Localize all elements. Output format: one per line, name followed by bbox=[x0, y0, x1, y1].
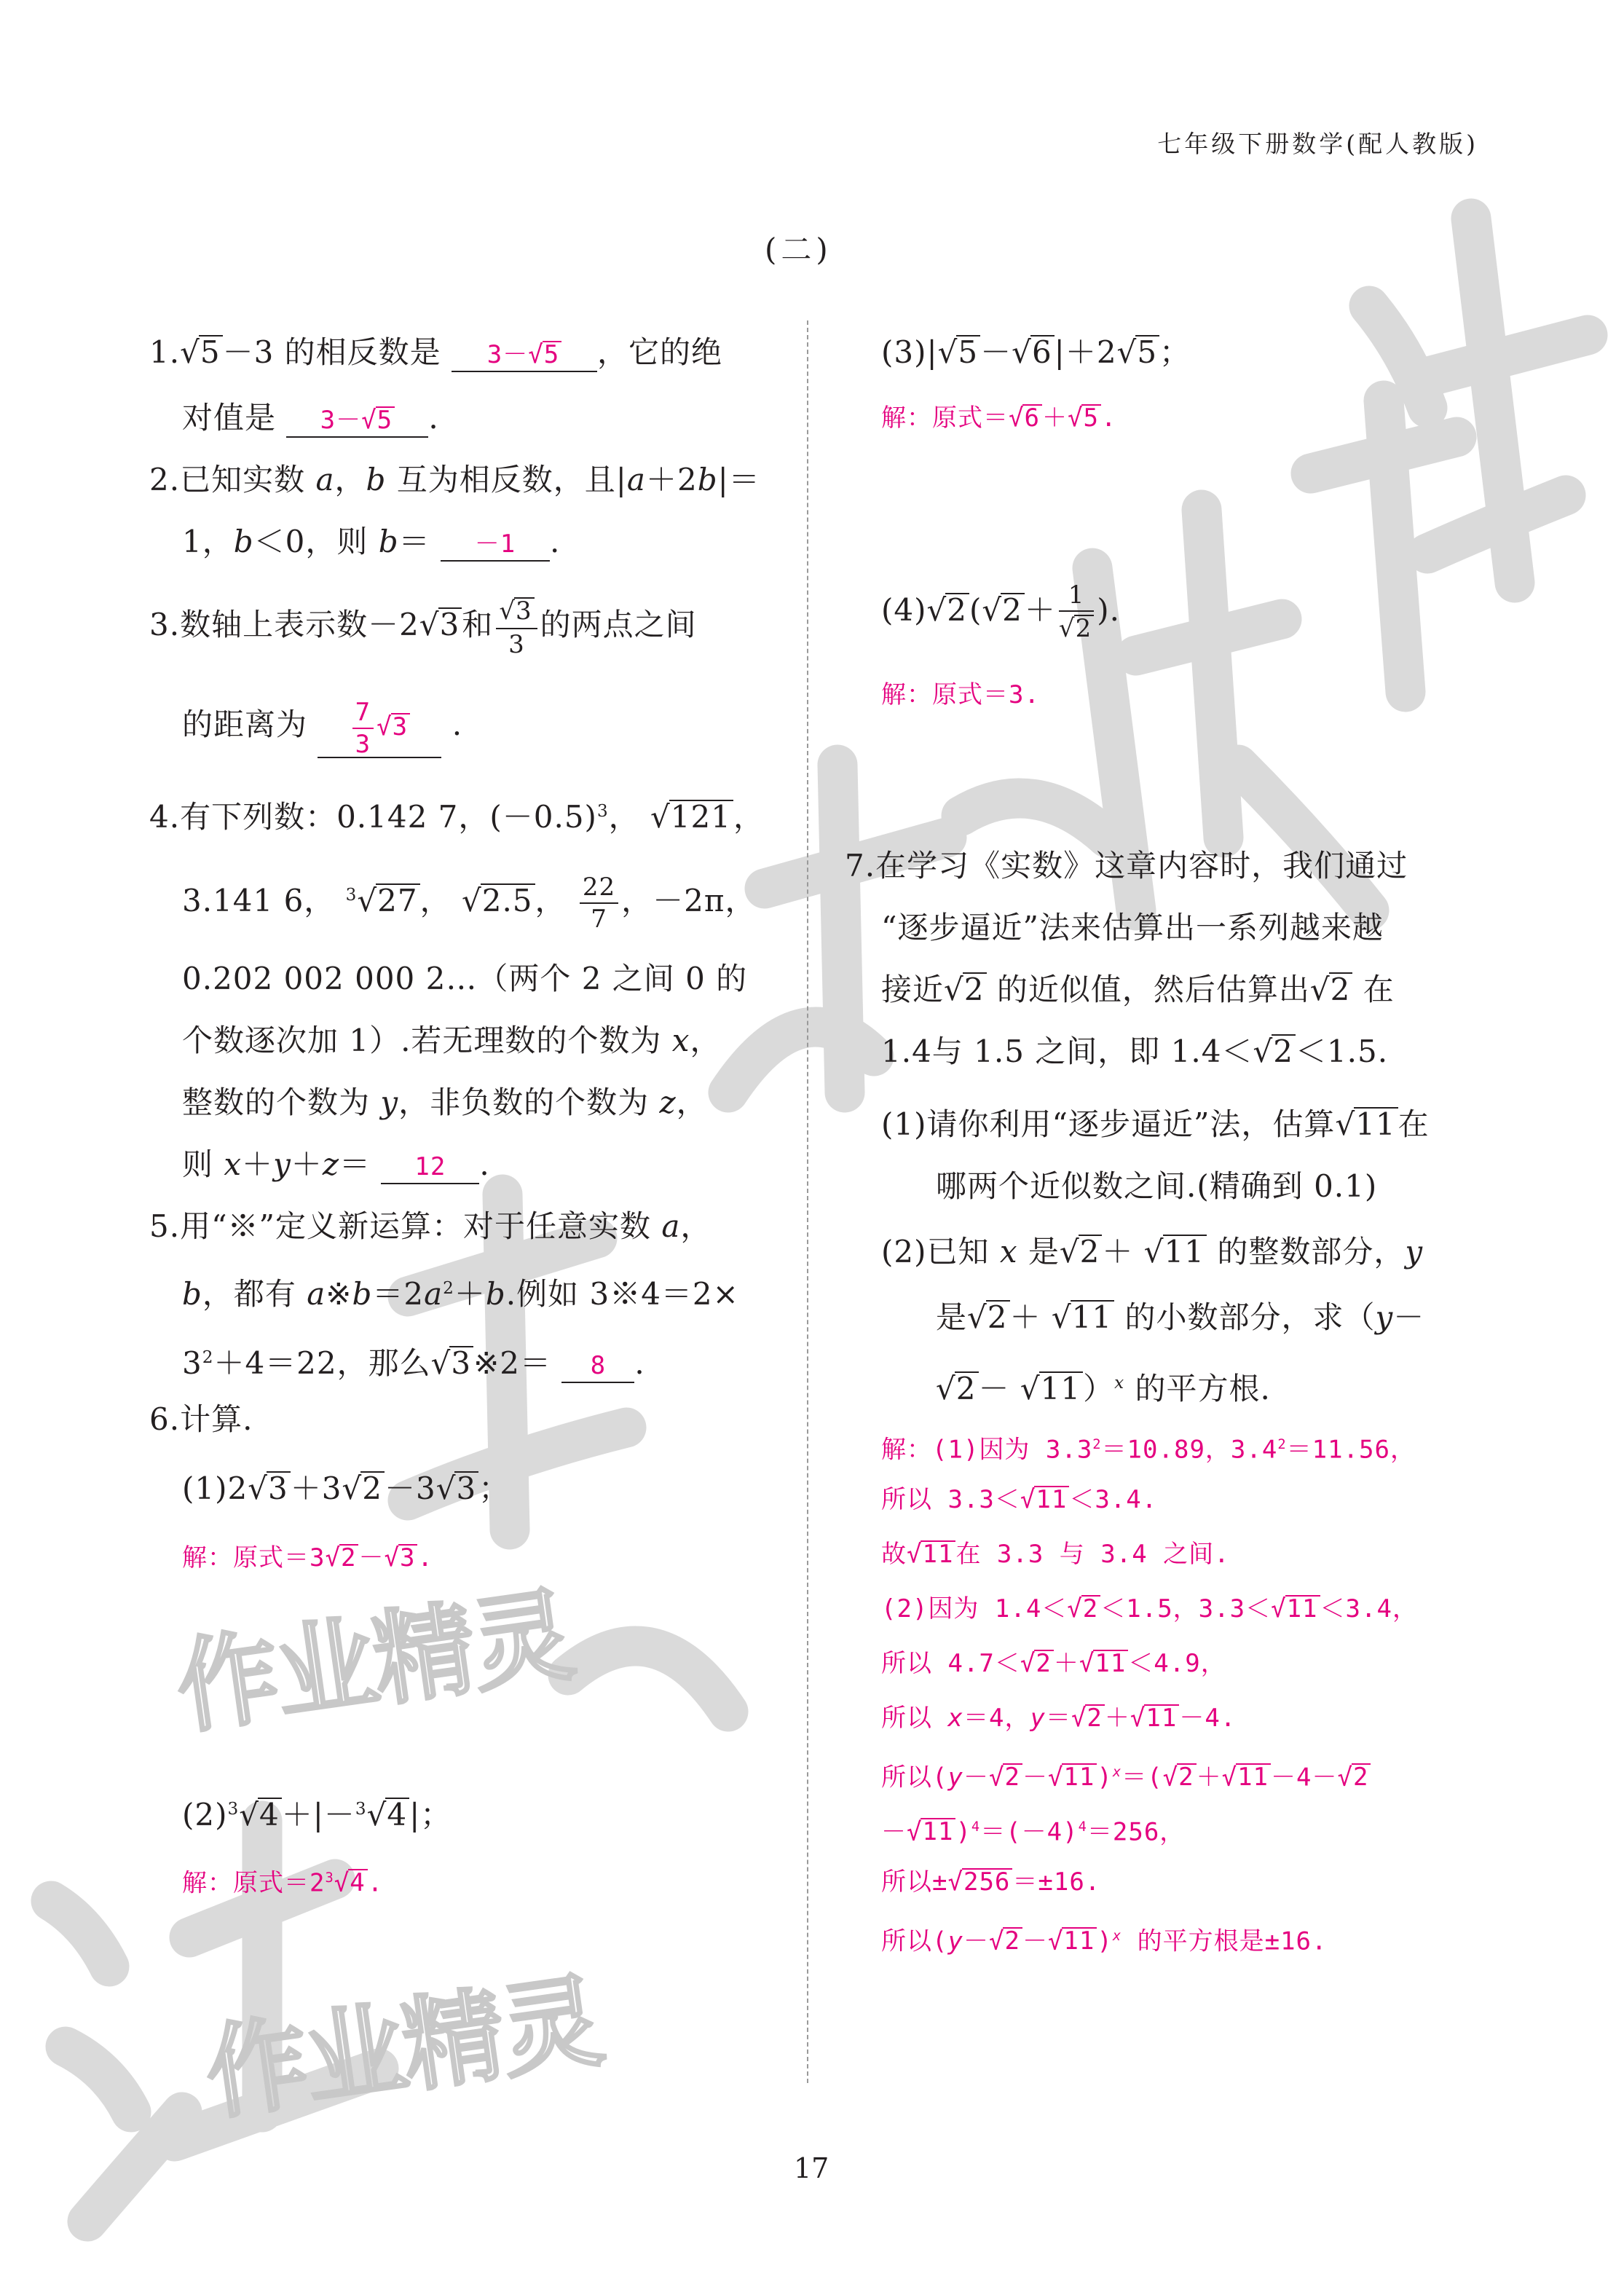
q7-part2-line3: √2－ √11）$^x$ 的平方根. bbox=[936, 1371, 1271, 1406]
q4-line5: 整数的个数为 y，非负数的个数为 z， bbox=[182, 1084, 708, 1120]
q5-line1: 5.用“※”定义新运算：对于任意实数 a， bbox=[149, 1208, 712, 1244]
q7-sol-line3: 故√11在 3.3 与 3.4 之间. bbox=[881, 1540, 1230, 1569]
q5-line2: b，都有 $a※b=2a^2+b$.例如 3※4＝2× bbox=[182, 1276, 739, 1312]
q7-sol-line4: (2)因为 1.4＜√2＜1.5，3.3＜√11＜3.4， bbox=[881, 1594, 1418, 1623]
q6-part3: (3)|√5－√6|＋2√5； bbox=[881, 334, 1191, 370]
q6-title: 6.计算. bbox=[149, 1401, 253, 1437]
watermark-stamp-2: 作业精灵 bbox=[198, 1961, 608, 2135]
q7-sol-line8: $-√11)^4=(-4)^4=256$， bbox=[881, 1817, 1186, 1847]
q7-part2-line2: 是√2＋ √11 的小数部分，求（y－ bbox=[936, 1299, 1425, 1335]
section-title: (二) bbox=[765, 232, 832, 267]
q7-part2-line1: (2)已知 x 是√2＋ √11 的整数部分，y bbox=[881, 1234, 1424, 1269]
q6-part4-solution: 解：原式＝3. bbox=[881, 680, 1040, 709]
q1-blank1: 3－√5 bbox=[452, 336, 597, 372]
q1-line1: 1.√5－3 的相反数是 3－√5 ，它的绝 bbox=[149, 331, 722, 374]
q6-part1: (1)2√3＋3√2－3√3； bbox=[182, 1471, 511, 1506]
q7-sol-line9: 所以±√256＝±16. bbox=[881, 1867, 1101, 1897]
page-number: 17 bbox=[794, 2152, 829, 2184]
q3-blank: $\frac{7}{3}$ √3 bbox=[318, 699, 441, 758]
q7-sol-line1: 解：(1)因为 $3.3^2=10.89$，$3.4^2=11.56$， bbox=[881, 1435, 1416, 1465]
q7-sol-line7: 所以$(y-√2-√11)^x=(√2+√11-4-√2$ bbox=[881, 1752, 1371, 1798]
q7-line1: 7.在学习《实数》这章内容时，我们通过 bbox=[845, 848, 1408, 883]
q7-line3: 接近√2 的近似值，然后估算出√2 在 bbox=[881, 972, 1395, 1007]
q4-line4: 个数逐次加 1）.若无理数的个数为 x， bbox=[182, 1023, 722, 1058]
q6-part4: (4)√2(√2＋ $\frac{1}{√2}$ ). bbox=[881, 580, 1120, 643]
q7-part1-line1: (1)请你利用“逐步逼近”法，估算√11在 bbox=[881, 1106, 1430, 1142]
q2-line2: 1，b＜0，则 b＝ －1 . bbox=[182, 521, 560, 563]
q7-sol-line10: 所以$(y-√2-√11)^x$ 的平方根是±16. bbox=[881, 1926, 1328, 1956]
q7-line2: “逐步逼近”法来估算出一系列越来越 bbox=[881, 910, 1384, 945]
q2-blank: －1 bbox=[441, 526, 550, 562]
q7-sol-line2: 所以 3.3＜√11＜3.4. bbox=[881, 1485, 1158, 1514]
q3-line1: 3.数轴上表示数－2√3和 $\frac{√3}{3}$ 的两点之间 bbox=[149, 597, 697, 659]
q6-part3-solution: 解：原式＝√6＋√5. bbox=[881, 404, 1117, 433]
column-divider bbox=[807, 320, 808, 2083]
q2-line1: 2.已知实数 a，b 互为相反数，且|a＋2b|＝ bbox=[149, 462, 760, 497]
q4-line6: 则 x＋y＋z＝ 12 . bbox=[182, 1143, 490, 1186]
q7-sol-line5: 所以 4.7＜√2＋√11＜4.9， bbox=[881, 1649, 1226, 1678]
q6-part2: $(2)^3√4+|-^3√4|$； bbox=[182, 1797, 452, 1833]
q6-part2-solution: 解：原式$=2^3√4$. bbox=[182, 1868, 384, 1898]
book-header: 七年级下册数学(配人教版) bbox=[1157, 130, 1478, 158]
q4-blank: 12 bbox=[381, 1149, 479, 1184]
watermark-stamp-1: 作业精灵 bbox=[169, 1575, 579, 1749]
q5-blank: 8 bbox=[561, 1347, 634, 1383]
q7-sol-line6: 所以 x＝4，y＝√2＋√11－4. bbox=[881, 1704, 1237, 1733]
q5-line3: $3^2+4=22$，那么√3※2＝ 8 . bbox=[182, 1337, 645, 1385]
q4-line2: 3.141 6， $^3$√27， √2.5， $\frac{22}{7}$ ，－2π， bbox=[182, 873, 757, 934]
q4-line3: 0.202 002 000 2…（两个 2 之间 0 的 bbox=[182, 961, 748, 996]
q1-blank2: 3－√5 bbox=[286, 402, 428, 438]
q6-part1-solution: 解：原式＝3√2－√3. bbox=[182, 1543, 433, 1572]
q3-line2: 的距离为 $\frac{7}{3}$ √3 . bbox=[182, 697, 463, 759]
q7-line4: 1.4与 1.5 之间，即 1.4＜√2＜1.5. bbox=[881, 1034, 1389, 1069]
q4-line1: 4.有下列数：0.142 7，$(-0.5)^3$， √121， bbox=[149, 799, 765, 835]
q1-line2: 对值是 3－√5 . bbox=[182, 397, 439, 439]
q7-part1-line2: 哪两个近似数之间.(精确到 0.1) bbox=[936, 1168, 1378, 1204]
